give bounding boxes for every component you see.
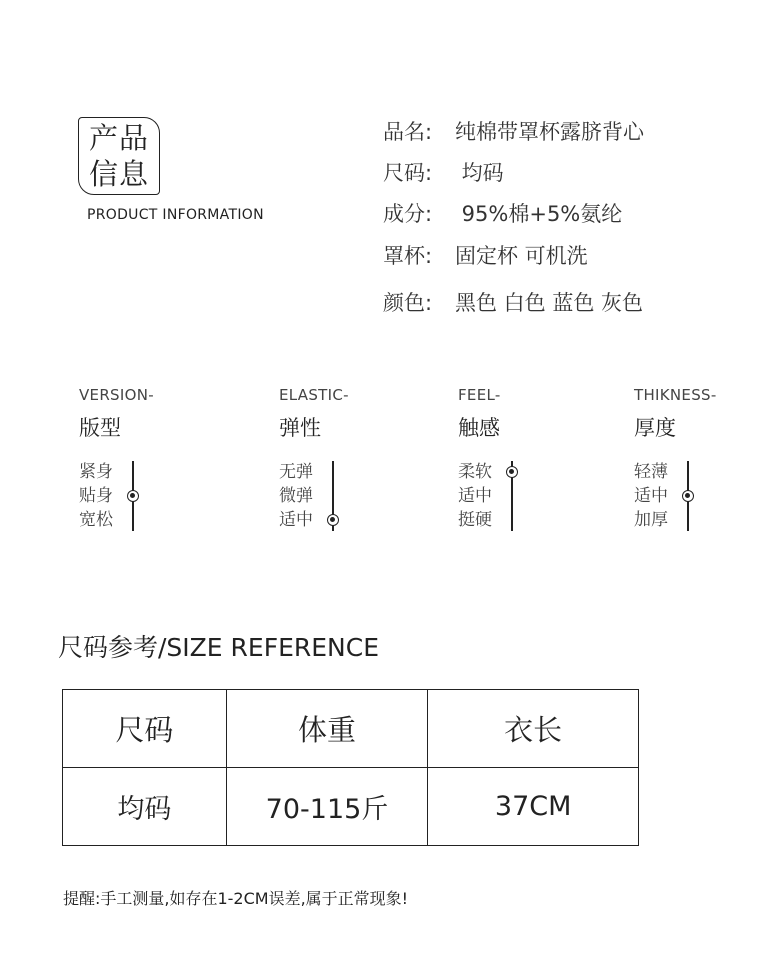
attribute-selected-dot — [506, 466, 518, 478]
attribute-selected-dot — [682, 490, 694, 502]
attribute-option: 柔软 — [458, 462, 492, 482]
table-cell: 37CM — [428, 768, 639, 846]
spec-value: 黑色 白色 蓝色 灰色 — [455, 291, 644, 315]
spec-key: 成分: — [383, 202, 433, 226]
attribute-option: 微弹 — [279, 486, 313, 506]
spec-key: 罩杯: — [383, 244, 433, 268]
attribute-option: 加厚 — [634, 510, 668, 530]
attribute-en-label: FEEL- — [458, 386, 501, 404]
attribute-zh-label: 弹性 — [279, 416, 321, 440]
spec-cup — [383, 240, 588, 270]
table-row — [63, 768, 639, 846]
product-info-subtitle: PRODUCT INFORMATION — [87, 207, 264, 223]
attribute-option: 挺硬 — [458, 510, 492, 530]
spec-colors — [383, 287, 643, 317]
attribute-version — [79, 386, 229, 536]
attribute-en-label: VERSION- — [79, 386, 154, 404]
attribute-elastic — [279, 386, 429, 536]
attribute-option: 轻薄 — [634, 462, 668, 482]
attribute-option: 适中 — [279, 510, 313, 530]
spec-key: 尺码: — [383, 161, 433, 185]
attribute-zh-label: 版型 — [79, 416, 121, 440]
product-info-badge — [78, 117, 160, 195]
measurement-note: 提醒:手工测量,如存在1-2CM误差,属于正常现象! — [63, 889, 409, 908]
spec-value: 固定杯 可机洗 — [455, 244, 588, 268]
table-header-cell: 衣长 — [428, 690, 639, 768]
attribute-en-label: THIKNESS- — [634, 386, 717, 404]
attribute-option: 无弹 — [279, 462, 313, 482]
spec-material — [383, 198, 622, 228]
attribute-option: 适中 — [458, 486, 492, 506]
spec-value: 均码 — [455, 161, 504, 185]
table-header-row — [63, 690, 639, 768]
spec-value: 纯棉带罩杯露脐背心 — [455, 120, 644, 144]
attribute-option: 紧身 — [79, 462, 113, 482]
attribute-option: 适中 — [634, 486, 668, 506]
attribute-selected-dot — [327, 514, 339, 526]
attribute-zh-label: 触感 — [458, 416, 500, 440]
size-reference-title: 尺码参考/SIZE REFERENCE — [58, 633, 379, 662]
attribute-thickness — [634, 386, 780, 536]
size-table — [62, 689, 639, 846]
spec-key: 品名: — [383, 120, 433, 144]
table-header-cell: 体重 — [226, 690, 428, 768]
product-info-label-line2: 信息 — [89, 157, 150, 191]
attribute-selected-dot — [127, 490, 139, 502]
table-cell: 70-115斤 — [226, 768, 428, 846]
attribute-zh-label: 厚度 — [634, 416, 676, 440]
attribute-option: 宽松 — [79, 510, 113, 530]
attribute-en-label: ELASTIC- — [279, 386, 349, 404]
attribute-option: 贴身 — [79, 486, 113, 506]
spec-key: 颜色: — [383, 291, 433, 315]
spec-value: 95%棉+5%氨纶 — [455, 202, 623, 226]
attribute-feel — [458, 386, 608, 536]
spec-name — [383, 116, 644, 146]
product-info-label-line1: 产品 — [89, 121, 150, 155]
spec-size — [383, 157, 504, 187]
table-cell: 均码 — [63, 768, 227, 846]
table-header-cell: 尺码 — [63, 690, 227, 768]
